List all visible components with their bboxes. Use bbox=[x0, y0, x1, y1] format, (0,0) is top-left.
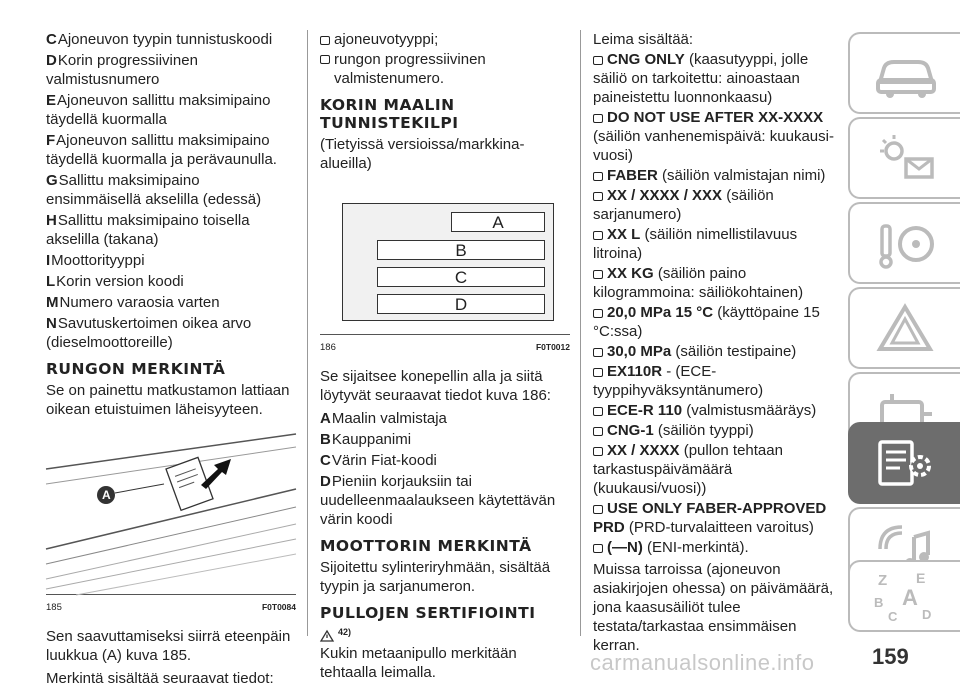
legend-key: L bbox=[46, 273, 56, 290]
stamp-item bbox=[593, 108, 843, 165]
checkbox-bullet-icon bbox=[593, 544, 603, 553]
legend-item bbox=[320, 472, 570, 529]
legend-key: C bbox=[320, 452, 331, 469]
legend-key: G bbox=[46, 172, 58, 189]
paragraph: Muissa tarroissa (ajoneuvon asiakirjojen ohessa) on päivämäärä, jona kaasusäiliöt tulee testata/tarkastaa ensimmäisen kerran. bbox=[593, 561, 834, 654]
legend-item bbox=[46, 131, 296, 169]
legend-text: Ajoneuvon sallittu maksimipaino täydellä kuormalla ja perävaunulla. bbox=[46, 132, 277, 168]
stamp-item bbox=[593, 538, 843, 557]
legend-text: Kauppanimi bbox=[331, 431, 412, 448]
figure-code: F0T0084 bbox=[261, 602, 296, 612]
legend-item bbox=[320, 409, 570, 428]
stamp-item bbox=[593, 264, 843, 302]
stamp-item bbox=[593, 303, 843, 341]
stamp-code: CNG-1 bbox=[607, 422, 654, 439]
section-heading-korin: KORIN MAALIN TUNNISTEKILPI bbox=[320, 96, 459, 132]
stamp-code: XX / XXXX bbox=[607, 442, 680, 459]
tab-getting-to-know-car[interactable] bbox=[848, 32, 960, 114]
legend-text: Korin version koodi bbox=[56, 273, 184, 290]
key-steering-wheel-icon bbox=[870, 214, 940, 272]
checkbox-bullet-icon bbox=[593, 270, 603, 279]
paragraph: Se sijaitsee konepellin alla ja siitä löytyvät seuraavat tiedot kuva 186: bbox=[320, 368, 551, 404]
stamp-description: (valmistusmääräys) bbox=[682, 402, 817, 419]
legend-item bbox=[320, 430, 570, 449]
stamp-code: CNG ONLY bbox=[607, 51, 685, 68]
stamp-description: (ENI-merkintä). bbox=[642, 539, 749, 556]
checkbox-bullet-icon bbox=[593, 172, 603, 181]
floor-hatch-illustration bbox=[46, 429, 296, 595]
page-number: 159 bbox=[872, 644, 909, 669]
stamp-code: DO NOT USE AFTER XX-XXXX bbox=[607, 109, 824, 126]
vehicle-plate-legend bbox=[46, 30, 296, 352]
legend-text: Pieniin korjauksiin tai uudelleenmaalaukseen käytettävän värin koodi bbox=[320, 473, 556, 528]
technical-data-gear-icon bbox=[870, 434, 940, 492]
paragraph: Se on painettu matkustamon lattiaan oikean etuistuimen läheisyyteen. bbox=[46, 382, 290, 418]
legend-key: A bbox=[320, 410, 331, 427]
svg-text:Z: Z bbox=[878, 572, 888, 589]
figure-callout-a: A bbox=[102, 488, 111, 502]
stamp-description: (säiliön nimellistilavuus litroina) bbox=[593, 226, 798, 262]
watermark: carmanualsonline.info bbox=[590, 650, 815, 675]
legend-key: E bbox=[46, 92, 57, 109]
legend-key: F bbox=[46, 132, 56, 149]
stamp-item bbox=[593, 499, 843, 537]
checkbox-bullet-icon bbox=[593, 348, 603, 357]
figure-caption-185 bbox=[46, 598, 296, 617]
legend-item bbox=[46, 91, 296, 129]
legend-item bbox=[320, 451, 570, 470]
stamp-code: XX / XXXX / XXX bbox=[607, 187, 723, 204]
legend-key: H bbox=[46, 212, 57, 229]
paragraph: Sijoitettu sylinteriryhmään, sisältää tyypin ja sarjanumeron. bbox=[320, 559, 551, 595]
stamp-description: (säiliön valmistajan nimi) bbox=[657, 167, 826, 184]
legend-key: I bbox=[46, 252, 51, 269]
stamp-item bbox=[593, 421, 843, 440]
stamp-description: (säiliön paino kilogrammoina: säiliökohtainen) bbox=[593, 265, 804, 301]
tab-emergency[interactable] bbox=[848, 287, 960, 369]
legend-text: Ajoneuvon sallittu maksimipaino täydellä kuormalla bbox=[46, 92, 271, 128]
legend-item bbox=[46, 211, 296, 249]
checkbox-bullet-icon bbox=[593, 192, 603, 201]
warning-triangle-icon bbox=[320, 630, 334, 642]
stamp-code: EX110R bbox=[607, 363, 663, 380]
column-divider bbox=[307, 30, 308, 636]
stamp-code: XX KG bbox=[607, 265, 654, 282]
plate-field-c: C bbox=[377, 267, 545, 287]
legend-item bbox=[46, 30, 296, 49]
legend-item bbox=[46, 171, 296, 209]
legend-text: Ajoneuvon tyypin tunnistuskoodi bbox=[57, 31, 273, 48]
legend-item bbox=[46, 314, 296, 352]
stamp-item bbox=[593, 50, 843, 107]
stamp-code: ECE-R 110 bbox=[607, 402, 683, 419]
stamp-description: (käyttöpaine 15 °C:ssa) bbox=[593, 304, 820, 340]
legend-item bbox=[46, 272, 296, 291]
stamp-code: USE ONLY FABER-APPROVED PRD bbox=[593, 500, 827, 536]
legend-key: D bbox=[320, 473, 331, 490]
triangle-warning-icon bbox=[870, 299, 940, 357]
legend-item bbox=[46, 51, 296, 89]
plate-field-d: D bbox=[377, 294, 545, 314]
stamp-description: (PRD-turvalaitteen varoitus) bbox=[624, 519, 814, 536]
figure-186 bbox=[320, 187, 570, 335]
column-3 bbox=[593, 30, 843, 659]
checkbox-bullet-icon bbox=[593, 447, 603, 456]
stamp-description: (säiliön vanhenemispäivä: kuukausi-vuosi) bbox=[593, 128, 834, 164]
tab-index[interactable] bbox=[848, 560, 960, 632]
legend-key: N bbox=[46, 315, 57, 332]
stamp-description: (säiliön tyyppi) bbox=[653, 422, 754, 439]
figure-caption-186 bbox=[320, 338, 570, 357]
stamp-code: 20,0 MPa 15 °C bbox=[607, 304, 714, 321]
legend-text: Sallittu maksimipaino toisella akselilla (takana) bbox=[46, 212, 250, 248]
svg-text:A: A bbox=[902, 585, 918, 610]
checkbox-bullet-icon bbox=[593, 407, 603, 416]
paint-plate bbox=[342, 203, 554, 321]
stamp-item bbox=[593, 401, 843, 420]
figure-185 bbox=[46, 429, 296, 595]
legend-item bbox=[46, 293, 296, 312]
figure-code: F0T0012 bbox=[535, 342, 570, 352]
legend-text: Värin Fiat-koodi bbox=[331, 452, 437, 469]
stamp-description: (säiliön testipaine) bbox=[671, 343, 797, 360]
stamp-description: (pullon tehtaan tarkastuspäivämäärä (kuukausi/vuosi)) bbox=[593, 442, 783, 497]
stamp-description: (säiliön sarjanumero) bbox=[593, 187, 774, 223]
stamp-code: XX L bbox=[607, 226, 641, 243]
tab-dashboard-lights[interactable] bbox=[848, 117, 960, 199]
paragraph: Merkintä sisältää seuraavat tiedot: bbox=[46, 670, 274, 687]
paint-plate-legend bbox=[320, 409, 570, 529]
paragraph: Leima sisältää: bbox=[593, 31, 694, 48]
stamp-item bbox=[593, 186, 843, 224]
section-heading-pullojen: PULLOJEN SERTIFIOINTI bbox=[320, 604, 536, 622]
paragraph: Kukin metaanipullo merkitään tehtaalla leimalla. bbox=[320, 645, 517, 681]
legend-item bbox=[46, 251, 296, 270]
stamp-item bbox=[593, 441, 843, 498]
bullet-item: rungon progressiivinen valmistenumero. bbox=[320, 50, 570, 88]
warning-lights-icon bbox=[870, 129, 940, 187]
car-icon bbox=[870, 44, 940, 102]
stamp-item bbox=[593, 342, 843, 361]
legend-text: Numero varaosia varten bbox=[59, 294, 220, 311]
subtitle: (Tietyissä versioissa/markkina-alueilla) bbox=[320, 136, 525, 172]
checkbox-bullet-icon bbox=[593, 309, 603, 318]
stamp-description: (kaasutyyppi, jolle säiliö on tarkoitettu: ainoastaan paineistettu luonnonkaasu) bbox=[593, 51, 809, 106]
paragraph: Sen saavuttamiseksi siirrä eteenpäin luukkua (A) kuva 185. bbox=[46, 628, 291, 664]
column-divider bbox=[580, 30, 581, 636]
stamp-item bbox=[593, 225, 843, 263]
legend-text: Sallittu maksimipaino ensimmäisellä akselilla (edessä) bbox=[46, 172, 262, 208]
legend-text: Savutuskertoimen oikea arvo (dieselmoottoreille) bbox=[46, 315, 252, 351]
figure-number: 185 bbox=[46, 602, 62, 613]
svg-text:B: B bbox=[874, 595, 884, 610]
checkbox-bullet-icon bbox=[320, 36, 330, 45]
stamp-item bbox=[593, 166, 843, 185]
checkbox-bullet-icon bbox=[593, 114, 603, 123]
stamp-item bbox=[593, 362, 843, 400]
column-1 bbox=[46, 30, 296, 692]
warning-reference: 42) bbox=[320, 623, 570, 642]
legend-key: C bbox=[46, 31, 57, 48]
checkbox-bullet-icon bbox=[593, 56, 603, 65]
index-letters-icon bbox=[870, 567, 940, 625]
legend-key: M bbox=[46, 294, 59, 311]
checkbox-bullet-icon bbox=[593, 368, 603, 377]
section-heading-rungon: RUNGON MERKINTÄ bbox=[46, 360, 226, 378]
legend-text: Moottorityyppi bbox=[51, 252, 145, 269]
section-heading-moottorin: MOOTTORIN MERKINTÄ bbox=[320, 537, 532, 555]
column-2 bbox=[320, 30, 570, 686]
checkbox-bullet-icon bbox=[320, 55, 330, 64]
legend-key: B bbox=[320, 431, 331, 448]
svg-text:E: E bbox=[916, 570, 926, 586]
legend-text: Korin progressiivinen valmistusnumero bbox=[46, 52, 198, 88]
svg-text:C: C bbox=[888, 609, 898, 624]
plate-field-b: B bbox=[377, 240, 545, 260]
cylinder-stamp-list bbox=[593, 50, 843, 557]
svg-text:D: D bbox=[922, 607, 932, 622]
stamp-description: - (ECE-tyyppihyväksyntänumero) bbox=[593, 363, 764, 399]
stamp-code: (—N) bbox=[607, 539, 643, 556]
tab-safety[interactable] bbox=[848, 202, 960, 284]
checkbox-bullet-icon bbox=[593, 231, 603, 240]
legend-text: Maalin valmistaja bbox=[331, 410, 447, 427]
figure-number: 186 bbox=[320, 342, 336, 353]
legend-key: D bbox=[46, 52, 57, 69]
tab-technical-data[interactable] bbox=[848, 422, 960, 504]
checkbox-bullet-icon bbox=[593, 505, 603, 514]
stamp-code: 30,0 MPa bbox=[607, 343, 672, 360]
stamp-code: FABER bbox=[607, 167, 658, 184]
checkbox-bullet-icon bbox=[593, 427, 603, 436]
plate-field-a: A bbox=[451, 212, 545, 232]
bullet-item: ajoneuvotyyppi; bbox=[320, 30, 570, 49]
